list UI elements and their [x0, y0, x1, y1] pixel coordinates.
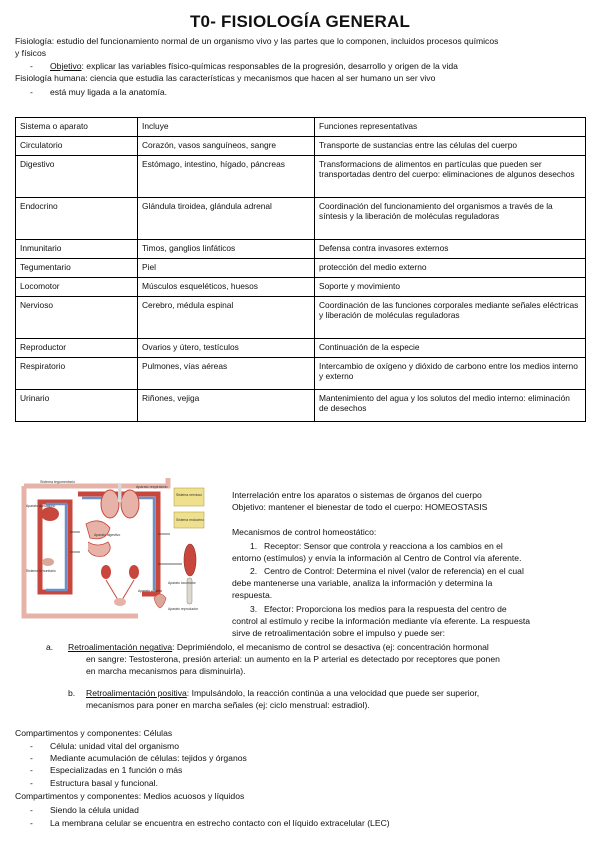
table-cell: Transporte de sustancias entre las células del cuerpo	[315, 137, 586, 156]
objetivo-label: Objetivo	[50, 61, 82, 71]
receptor-item: 1. Receptor: Sensor que controla y reacciona a los cambios en el	[250, 541, 503, 551]
table-cell: Pulmones, vías aéreas	[138, 358, 315, 390]
table-row	[16, 259, 586, 278]
list-item: - Mediante acumulación de células: tejidos y órganos	[30, 753, 247, 763]
mecanismos-heading: Mecanismos de control homeostático:	[232, 527, 377, 537]
anatomia-bullet-text: está muy ligada a la anatomía.	[50, 87, 168, 97]
medios-heading: Compartimentos y componentes: Medios acuosos y líquidos	[15, 791, 245, 801]
figure-label: Sistema inmunitario	[26, 569, 56, 573]
retro-positiva: b. Retroalimentación positiva: Impulsándolo, la reacción continúa a una velocidad que puede ser superior,	[68, 688, 480, 698]
efector-item-cont: sirve de retroalimentación sobre el impulso y puede ser:	[232, 628, 446, 638]
table-row	[16, 358, 586, 390]
table-cell: Transformacions de alimentos en partículas que pueden ser transportadas dentro del cuerpo: eliminaciones de algunos desechos	[315, 156, 586, 198]
fisiologia-label: Fisiología	[15, 36, 52, 46]
objetivo-bullet: - Objetivo: explicar las variables físico-químicas responsables de la progresión, desarrollo y origen de la vida	[30, 61, 458, 71]
celulas-heading: Compartimentos y componentes: Células	[15, 728, 173, 738]
table-cell: Circulatorio	[16, 137, 138, 156]
table-row	[16, 390, 586, 422]
table-cell: Piel	[138, 259, 315, 278]
page-title: T0- FISIOLOGÍA GENERAL	[189, 12, 411, 31]
table-row	[16, 137, 586, 156]
table-cell: Endocrino	[16, 198, 138, 240]
figure-label: Sistema nervioso	[176, 493, 203, 497]
table-header-cell: Funciones representativas	[315, 118, 586, 137]
table-cell: Digestivo	[16, 156, 138, 198]
retro-negativa-label: Retroalimentación negativa	[68, 642, 173, 652]
table-cell: Ovarios y útero, testículos	[138, 339, 315, 358]
figure-label: Aparato locomotor	[168, 581, 196, 585]
list-item: - Siendo la célula unidad	[30, 805, 139, 815]
list-item: - Célula: unidad vital del organismo	[30, 741, 179, 751]
table-row	[16, 156, 586, 198]
table-cell: Riñones, vejiga	[138, 390, 315, 422]
list-item: - Estructura basal y funcional.	[30, 778, 158, 788]
table-cell: Timos, ganglios linfáticos	[138, 240, 315, 259]
table-header-row	[16, 118, 586, 137]
efector-item-cont: control al estímulo y recibe la información mediante vía eferente. La respuesta	[232, 616, 531, 626]
centro-control-item: 2. Centro de Control: Determina el nivel (valor de referencia) en el cual	[250, 566, 524, 576]
figure-label: Sistema endocrino	[176, 518, 205, 522]
table-cell: Soporte y movimiento	[315, 278, 586, 297]
table-row	[16, 339, 586, 358]
receptor-item-cont: entorno (estímulos) y envía la información al Centro de Control vía aferente.	[232, 553, 522, 563]
fisiologia-humana-text: : ciencia que estudia las características y mecanismos que hacen al ser humano un ser vivo	[85, 73, 436, 83]
list-item: - La membrana celular se encuentra en estrecho contacto con el líquido extracelular (LEC)	[30, 818, 390, 828]
table-header-cell: Incluye	[138, 118, 315, 137]
table-cell: Reproductor	[16, 339, 138, 358]
fisiologia-humana-label: Fisiología humana	[15, 73, 86, 83]
retro-negativa-cont: en marcha mecanismos para disminuirla).	[86, 666, 246, 676]
table-cell: Inmunitario	[16, 240, 138, 259]
centro-control-item-cont: debe mantenerse una variable, analiza la información y determina la	[232, 578, 493, 588]
retro-positiva-cont: mecanismos para poner en marcha señales (ej: ciclo menstrual: estradiol).	[86, 700, 370, 710]
homeostasis-objective: Objetivo: mantener el bienestar de todo el cuerpo: HOMEOSTASIS	[232, 502, 488, 512]
table-cell: Cerebro, médula espinal	[138, 297, 315, 339]
fisiologia-definition-cont: y físicos	[15, 48, 47, 58]
table-row	[16, 240, 586, 259]
table-cell: Estómago, intestino, hígado, páncreas	[138, 156, 315, 198]
figure-label: Aparato reproductor	[168, 607, 199, 611]
fisiologia-definition	[15, 36, 587, 47]
figure-label: Sistema tegumentario	[40, 480, 75, 484]
table-cell: Coordinación de las funciones corporales mediante señales eléctricas y liberación de moléculas reguladoras	[315, 297, 586, 339]
figure-label: Aparato circulatorio	[26, 504, 56, 508]
centro-control-item-cont: respuesta.	[232, 590, 273, 600]
table-cell: Coordinación del funcionamiento del organismos a través de la síntesis y la liberación de moléculas reguladoras	[315, 198, 586, 240]
retro-negativa: a. Retroalimentación negativa: Deprimiéndolo, el mecanismo de control se desactiva (ej: concentración hormonal	[46, 642, 489, 652]
table-cell: Nervioso	[16, 297, 138, 339]
table-cell: Corazón, vasos sanguíneos, sangre	[138, 137, 315, 156]
table-cell: Defensa contra invasores externos	[315, 240, 586, 259]
table-cell: Tegumentario	[16, 259, 138, 278]
list-item: - Especializadas en 1 función o más	[30, 765, 183, 775]
interrelacion-line: Interrelación entre los aparatos o sistemas de órganos del cuerpo	[232, 490, 482, 500]
table-cell: Continuación de la especie	[315, 339, 586, 358]
table-cell: Urinario	[16, 390, 138, 422]
fisiologia-humana-definition	[15, 73, 587, 84]
table-row	[16, 297, 586, 339]
table-cell: Locomotor	[16, 278, 138, 297]
table-cell: Glándula tiroidea, glándula adrenal	[138, 198, 315, 240]
table-cell: Intercambio de oxígeno y dióxido de carbono entre los medios interno y externo	[315, 358, 586, 390]
table-cell: Respiratorio	[16, 358, 138, 390]
table-cell: Músculos esqueléticos, huesos	[138, 278, 315, 297]
figure-label: Aparato respiratorio	[136, 485, 168, 489]
body-systems-diagram	[18, 474, 217, 622]
table-cell: protección del medio externo	[315, 259, 586, 278]
fisiologia-text: : estudio del funcionamiento normal de un organismo vivo y las partes que lo componen, incluidos procesos químicos	[51, 36, 499, 46]
systems-table	[15, 117, 586, 422]
efector-item: 3. Efector: Proporciona los medios para la respuesta del centro de	[250, 604, 507, 614]
table-header-cell: Sistema o aparato	[16, 118, 138, 137]
anatomia-bullet: - está muy ligada a la anatomía.	[30, 87, 168, 97]
table-cell: Mantenimiento del agua y los solutos del medio interno: eliminación de desechos	[315, 390, 586, 422]
table-row	[16, 198, 586, 240]
table-row	[16, 278, 586, 297]
figure-label: Aparato urinario	[138, 589, 163, 593]
retro-positiva-label: Retroalimentación positiva	[86, 688, 187, 698]
objetivo-text: : explicar las variables físico-químicas responsables de la progresión, desarrollo y origen de la vida	[81, 61, 458, 71]
retro-negativa-cont: en sangre: Testosterona, presión arterial: un aumento en la P arterial es detectado por receptores que ponen	[86, 654, 500, 664]
figure-label: Aparato digestivo	[94, 533, 121, 537]
